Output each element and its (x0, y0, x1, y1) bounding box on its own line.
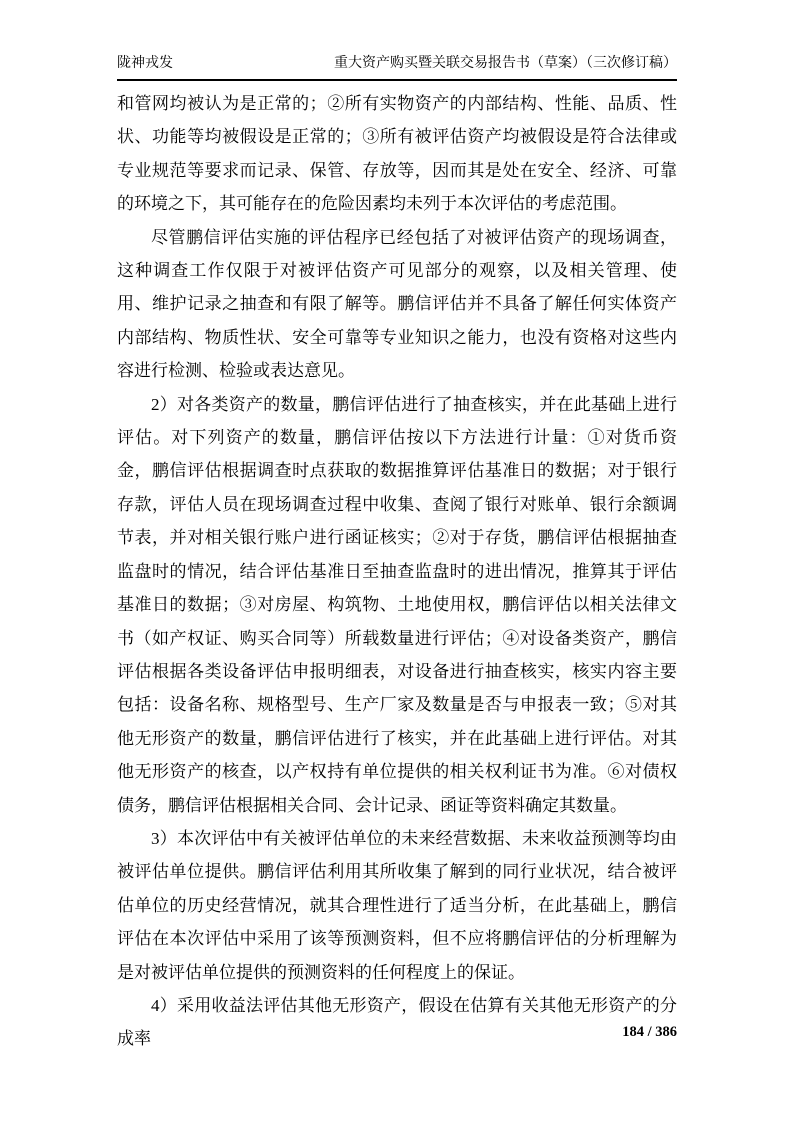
body-paragraph: 4）采用收益法评估其他无形资产，假设在估算有关其他无形资产的分成率 (117, 995, 677, 1049)
page-header (117, 55, 677, 81)
header-report-title: 重大资产购买暨关联交易报告书（草案）（三次修订稿） (334, 56, 677, 71)
body-paragraph: 尽管鹏信评估实施的评估程序已经包括了对被评估资产的现场调查，这种调查工作仅限于对被评估资产可见部分的观察，以及相关管理、使用、维护记录之抽查和有限了解等。鹏信评估并不具备了解任何实体资产内部结构、物质性状、安全可靠等专业知识之能力，也没有资格对这些内容进行检测、检验或表达意见。 (117, 227, 677, 381)
document-body (117, 87, 677, 1056)
body-paragraph: 和管网均被认为是正常的；②所有实物资产的内部结构、性能、品质、性状、功能等均被假设是正常的；③所有被评估资产均被假设是符合法律或专业规范等要求而记录、保管、存放等，因而其是处在安全、经济、可靠的环境之下，其可能存在的危险因素均未列于本次评估的考虑范围。 (117, 94, 677, 214)
body-paragraph: 3）本次评估中有关被评估单位的未来经营数据、未来收益预测等均由被评估单位提供。鹏信评估利用其所收集了解到的同行业状况，结合被评估单位的历史经营情况，就其合理性进行了适当分析，在此基础上，鹏信评估在本次评估中采用了该等预测资料，但不应将鹏信评估的分析理解为是对被评估单位提供的预测资料的任何程度上的保证。 (117, 828, 677, 982)
header-company-name: 陇神戎发 (117, 56, 173, 71)
body-paragraph: 2）对各类资产的数量，鹏信评估进行了抽查核实，并在此基础上进行评估。对下列资产的数量，鹏信评估按以下方法进行计量：①对货币资金，鹏信评估根据调查时点获取的数据推算评估基准日的数据；对于银行存款，评估人员在现场调查过程中收集、查阅了银行对账单、银行余额调节表，并对相关银行账户进行函证核实；②对于存货，鹏信评估根据抽查监盘时的情况，结合评估基准日至抽查监盘时的进出情况，推算其于评估基准日的数据；③对房屋、构筑物、土地使用权，鹏信评估以相关法律文书（如产权证、购买合同等）所载数量进行评估；④对设备类资产，鹏信评估根据各类设备评估申报明细表，对设备进行抽查核实，核实内容主要包括：设备名称、规格型号、生产厂家及数量是否与申报表一致；⑤对其他无形资产的数量，鹏信评估进行了核实，并在此基础上进行评估。对其他无形资产的核查，以产权持有单位提供的相关权利证书为准。⑥对债权债务，鹏信评估根据相关合同、会计记录、函证等资料确定其数量。 (117, 394, 677, 815)
page-number: 184 / 386 (622, 1024, 677, 1040)
